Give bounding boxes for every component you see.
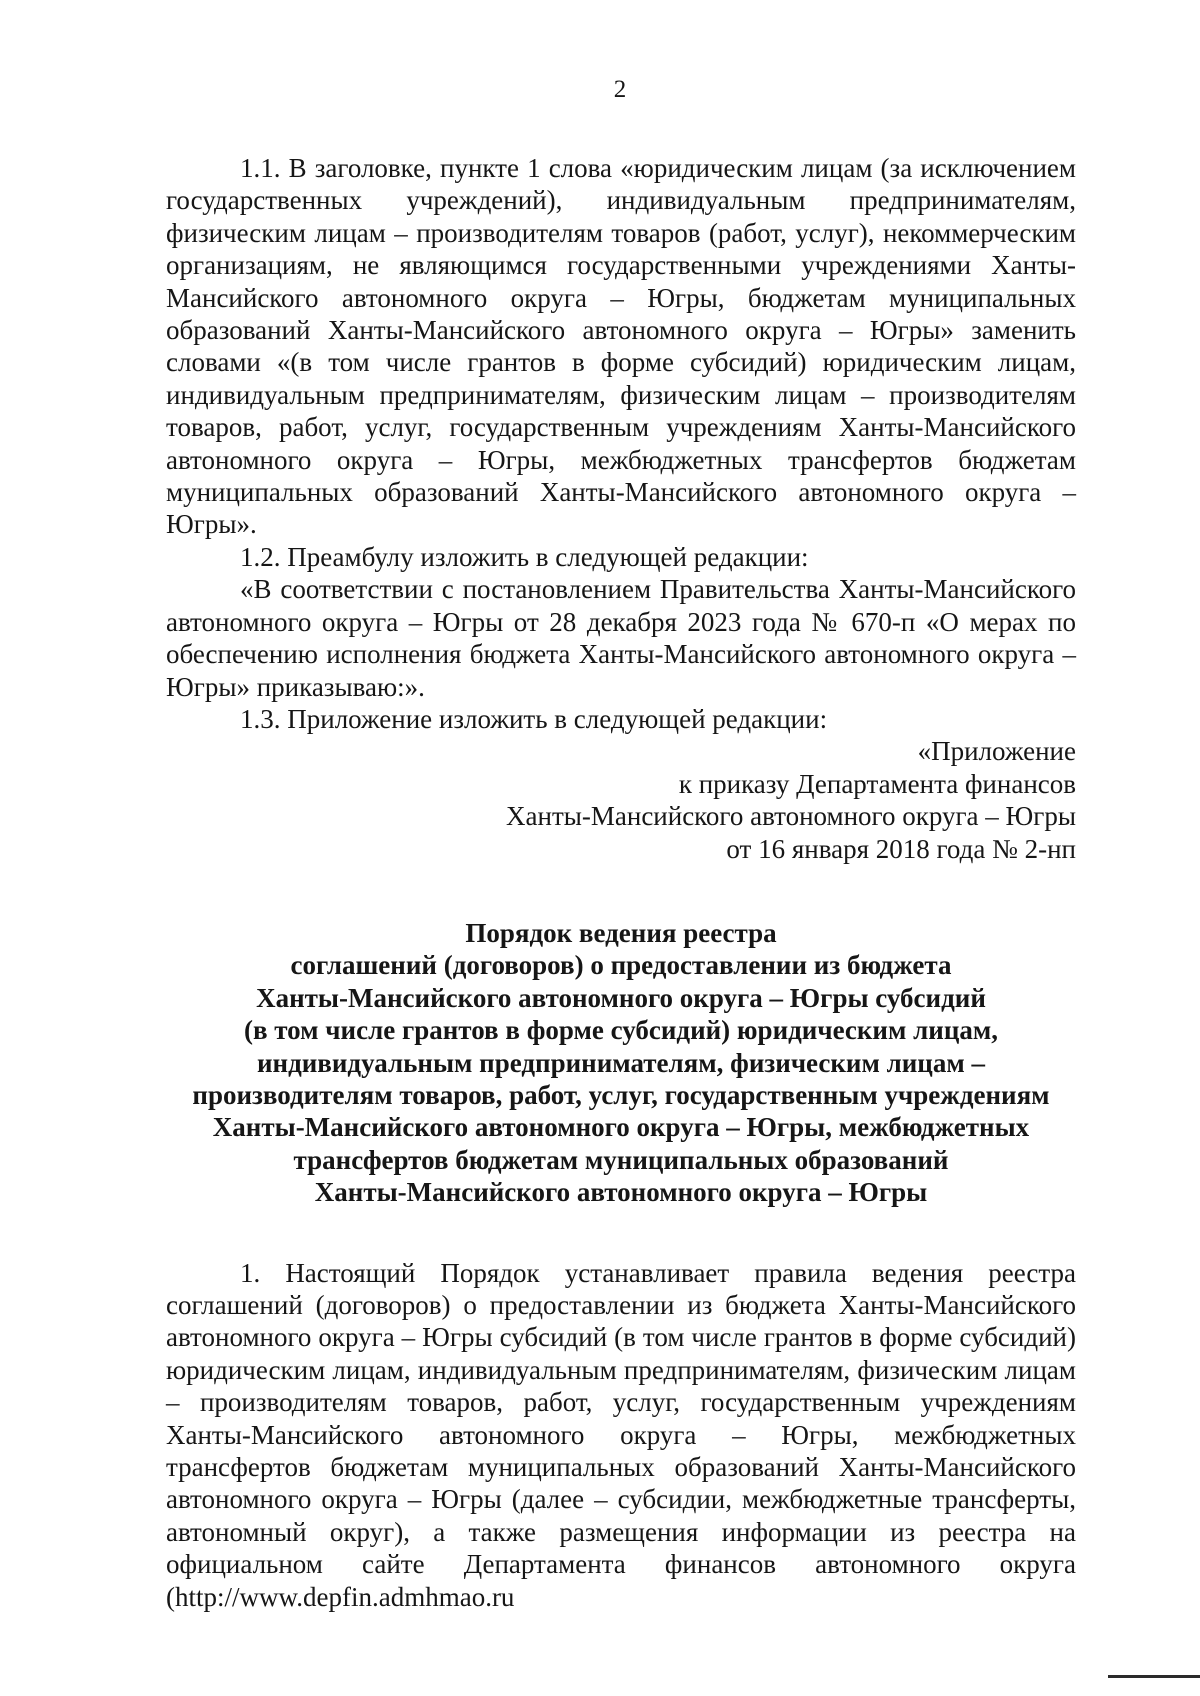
title-line: Порядок ведения реестра bbox=[465, 917, 777, 948]
paragraph-1-2: 1.2. Преамбулу изложить в следующей редакции: bbox=[240, 541, 809, 572]
scan-edge-mark bbox=[1108, 1675, 1200, 1678]
appendix-header-line-4: от 16 января 2018 года № 2-нп bbox=[726, 833, 1076, 864]
title-line: Ханты-Мансийского автономного округа – Югры субсидий bbox=[256, 982, 986, 1013]
appendix-header-line-1: «Приложение bbox=[917, 736, 1076, 767]
paragraph-1-1: 1.1. В заголовке, пункте 1 слова «юридическим лицам (за исключением государственных учреждений), индивидуальным предпринимателям, физическим лицам – производителям товаров (работ, услуг), некоммерческим организациям, не являющимся государственными учреждениями Ханты-Мансийского автономного округа – Югры, бюджетам муниципальных образований Ханты-Мансийского автономного округа – Югры» заменить словами «(в том числе грантов в форме субсидий) юридическим лицам, индивидуальным предпринимателям, физическим лицам – производителям товаров, работ, услуг, государственным учреждениям Ханты-Мансийского автономного округа – Югры, межбюджетных трансфертов бюджетам муниципальных образований Ханты-Мансийского автономного округа – Югры». bbox=[166, 153, 1076, 540]
appendix-header bbox=[166, 735, 1076, 865]
title-line: Ханты-Мансийского автономного округа – Югры, межбюджетных bbox=[212, 1112, 1030, 1143]
title-line: индивидуальным предпринимателям, физическим лицам – bbox=[256, 1047, 986, 1078]
appendix-header-line-3: Ханты-Мансийского автономного округа – Югры bbox=[506, 801, 1076, 832]
title-line: трансфертов бюджетам муниципальных образований bbox=[293, 1144, 949, 1175]
procedure-title bbox=[166, 917, 1076, 1209]
appendix-header-line-2: к приказу Департамента финансов bbox=[678, 768, 1076, 799]
document-body bbox=[166, 152, 1076, 1613]
title-line: соглашений (договоров) о предоставлении из бюджета bbox=[290, 950, 952, 981]
section-1-paragraph: 1. Настоящий Порядок устанавливает правила ведения реестра соглашений (договоров) о предоставлении из бюджета Ханты-Мансийского автономного округа – Югры субсидий (в том числе грантов в форме субсидий) юридическим лицам, индивидуальным предпринимателям, физическим лицам – производителям товаров, работ, услуг, государственным учреждениям Ханты-Мансийского автономного округа – Югры, межбюджетных трансфертов бюджетам муниципальных образований Ханты-Мансийского автономного округа – Югры (далее – субсидии, межбюджетные трансферты, автономный округ), а также размещения информации из реестра на официальном сайте Департамента финансов автономного округа (http://www.depfin.admhmao.ru bbox=[166, 1257, 1076, 1612]
paragraph-1-2-quote: «В соответствии с постановлением Правительства Ханты-Мансийского автономного округа – Югры от 28 декабря 2023 года № 670-п «О мерах по обеспечению исполнения бюджета Ханты-Мансийского автономного округа – Югры» приказываю:». bbox=[166, 574, 1076, 702]
page-number: 2 bbox=[613, 76, 627, 103]
title-line: производителям товаров, работ, услуг, государственным учреждениям bbox=[192, 1079, 1050, 1110]
title-line: (в том числе грантов в форме субсидий) юридическим лицам, bbox=[243, 1015, 999, 1046]
paragraph-1-3: 1.3. Приложение изложить в следующей редакции: bbox=[240, 703, 828, 734]
title-line: Ханты-Мансийского автономного округа – Югры bbox=[314, 1177, 928, 1208]
